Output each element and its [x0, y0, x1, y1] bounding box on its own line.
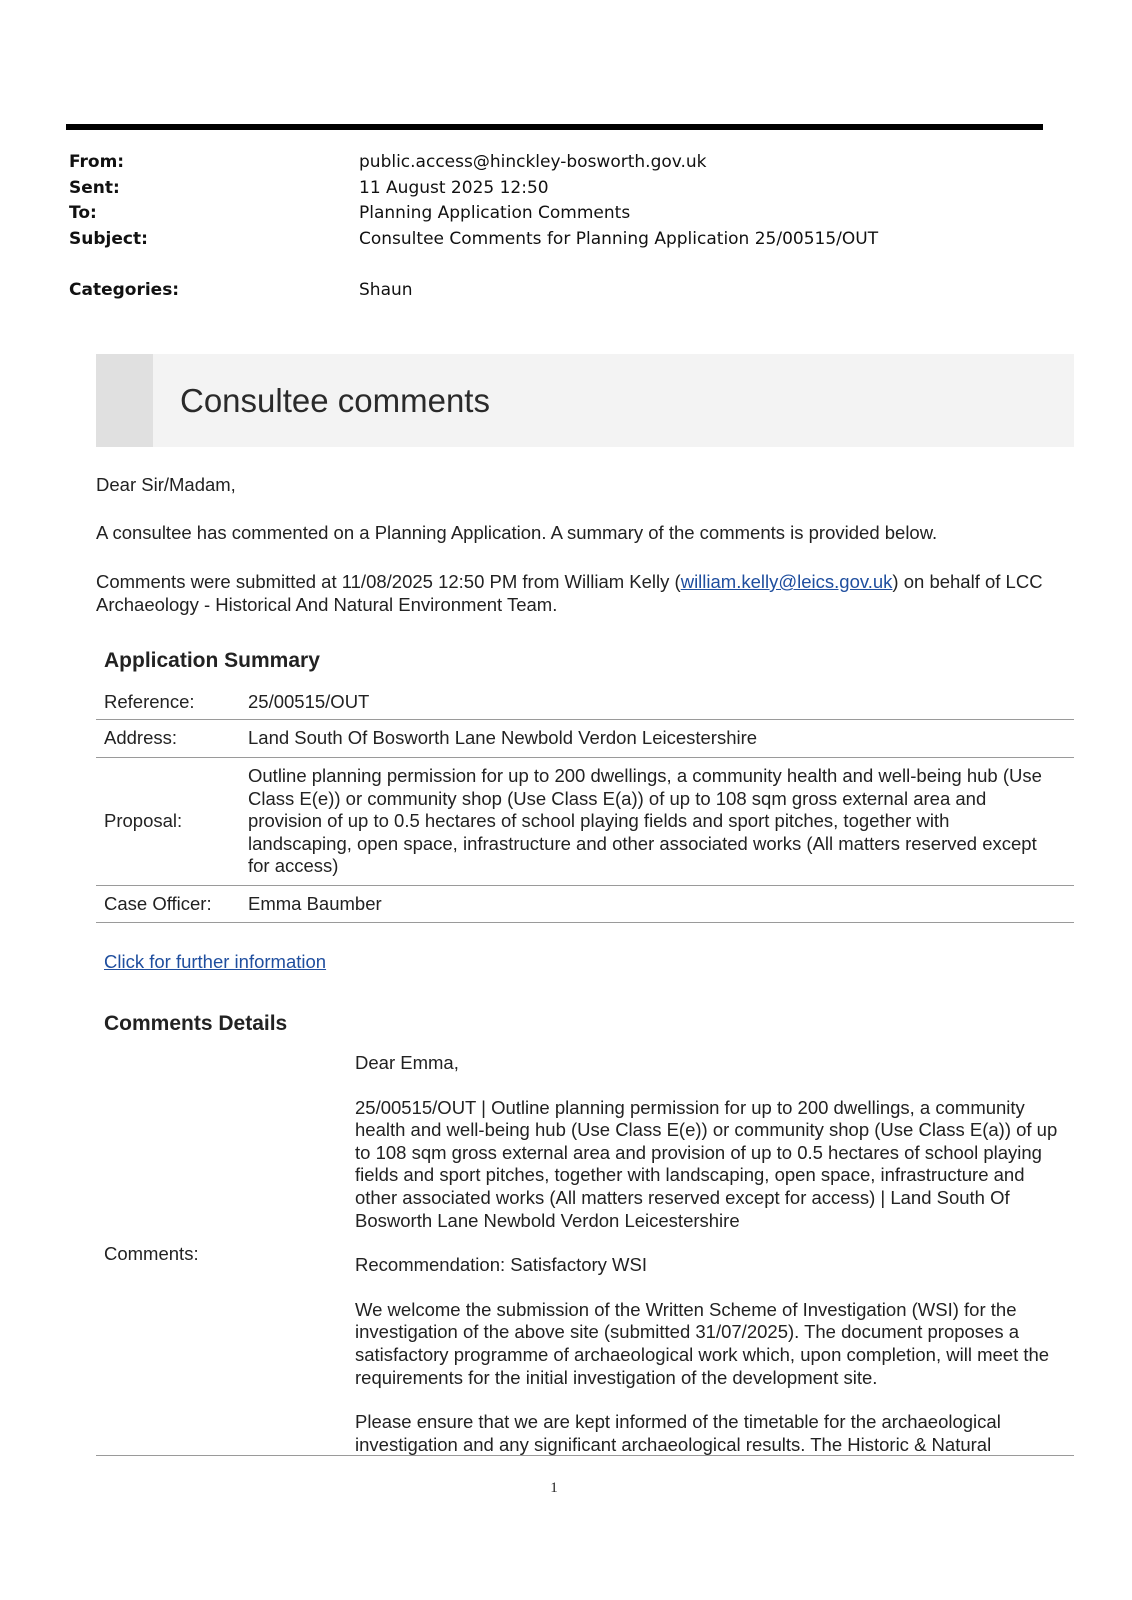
- to-value: Planning Application Comments: [359, 203, 631, 223]
- from-value: public.access@hinckley-bosworth.gov.uk: [359, 152, 707, 172]
- application-summary-table: [96, 686, 1074, 923]
- row-label: Address:: [104, 727, 178, 749]
- banner-title: Consultee comments: [180, 382, 490, 419]
- comment-paragraph: We welcome the submission of the Written Scheme of Investigation (WSI) for the investigation of the above site (submitted 31/07/2025). The document proposes a satisfactory programme of archaeological work which, upon completion, will meet the requirements for the initial investigation of the development site.: [355, 1298, 1050, 1388]
- table-row: [96, 686, 1074, 720]
- row-label: Case Officer:: [104, 892, 212, 914]
- row-value: 25/00515/OUT: [248, 691, 370, 713]
- comments-details-heading: Comments Details: [104, 1012, 288, 1035]
- consultee-banner: [96, 354, 1074, 447]
- subject-value: Consultee Comments for Planning Application 25/00515/OUT: [359, 229, 879, 249]
- comment-paragraph: 25/00515/OUT | Outline planning permission for up to 200 dwellings, a community health and well-being hub (Use Class E(e)) or community shop (Use Class E(a)) of up to 108 sqm gross external area and provision of up to 0.5 hectares of school playing fields and sport pitches, together with landscaping, open space, infrastructure and other associated works (All matters reserved except for access) | Land South Of Bosworth Lane Newbold Verdon Leicestershire: [355, 1096, 1058, 1231]
- row-label: Reference:: [104, 691, 195, 713]
- header-rule: [66, 124, 1043, 130]
- further-information-link[interactable]: Click for further information: [104, 951, 327, 972]
- comment-paragraph: Please ensure that we are kept informed of the timetable for the archaeological investigation and any significant archaeological results. The Historic & Natural: [355, 1411, 1001, 1455]
- comment-paragraph: Recommendation: Satisfactory WSI: [355, 1254, 647, 1276]
- submission-info: [96, 570, 1066, 616]
- row-value: Land South Of Bosworth Lane Newbold Verdon Leicestershire: [248, 727, 758, 749]
- row-value: Outline planning permission for up to 200 dwellings, a community health and well-being hub (Use Class E(e)) or community shop (Use Class E(a)) of up to 108 sqm gross external area and provision of up to 0.5 hectares of school playing fields and sport pitches, together with landscaping, open space, infrastructure and other associated works (All matters reserved except for access): [248, 765, 1042, 877]
- row-label: Proposal:: [104, 810, 183, 832]
- comments-details: [96, 1048, 1074, 1456]
- consultee-email-link[interactable]: william.kelly@leics.gov.uk: [680, 571, 893, 592]
- greeting: Dear Sir/Madam,: [96, 474, 236, 495]
- submission-prefix: Comments were submitted at 11/08/2025 12:50 PM from William Kelly (: [96, 571, 681, 592]
- table-row: [96, 886, 1074, 923]
- sent-label: Sent:: [69, 178, 120, 198]
- subject-label: Subject:: [69, 229, 148, 249]
- categories-value: Shaun: [359, 280, 413, 300]
- banner-side-bar: [96, 354, 153, 447]
- table-row: [96, 720, 1074, 758]
- application-summary-heading: Application Summary: [104, 649, 320, 672]
- sent-value: 11 August 2025 12:50: [359, 178, 549, 198]
- table-row: [96, 758, 1074, 886]
- comments-label: Comments:: [104, 1243, 199, 1264]
- row-value: Emma Baumber: [248, 892, 382, 914]
- from-label: From:: [69, 152, 125, 172]
- comment-paragraph: Dear Emma,: [355, 1052, 459, 1073]
- intro-line: A consultee has commented on a Planning Application. A summary of the comments is provided below.: [96, 522, 938, 543]
- categories-label: Categories:: [69, 280, 180, 300]
- comments-text: [355, 1052, 1070, 1478]
- page-number: 1: [550, 1480, 558, 1496]
- to-label: To:: [69, 203, 97, 223]
- submission-suffix: ) on behalf of LCC Archaeology - Historical And Natural Environment Team.: [96, 571, 1043, 615]
